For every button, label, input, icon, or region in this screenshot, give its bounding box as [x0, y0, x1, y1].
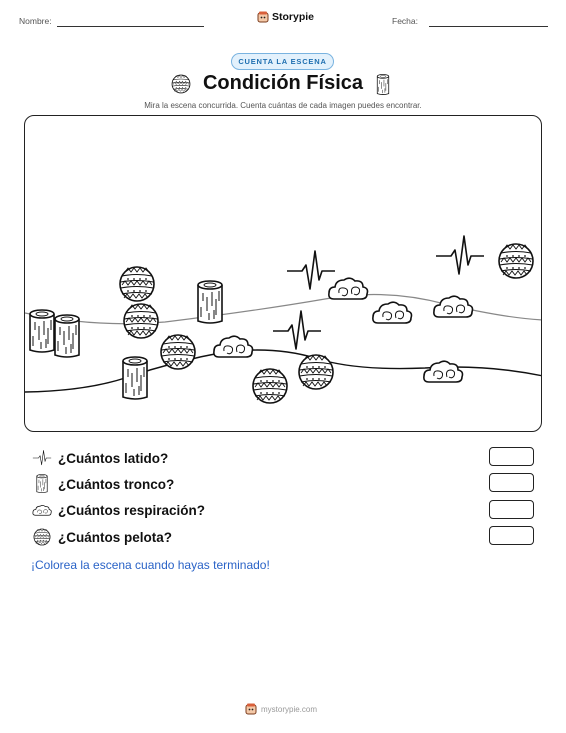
question-ball	[32, 527, 172, 547]
activity-tag: CUENTA LA ESCENA	[231, 53, 334, 70]
heartbeat-item	[273, 311, 321, 349]
question-text: ¿Cuántos respiración?	[58, 502, 206, 518]
cloud-item	[373, 302, 412, 323]
brand-name: Storypie	[272, 11, 315, 23]
cloud-item	[329, 278, 368, 299]
storypie-mascot-icon	[245, 703, 257, 715]
question-cloud	[32, 500, 205, 520]
ball-item	[253, 369, 287, 403]
name-field[interactable]	[57, 26, 204, 27]
log-item	[123, 357, 147, 399]
heartbeat-icon	[32, 450, 52, 466]
ball-item	[161, 335, 195, 369]
heartbeat-item	[436, 236, 484, 274]
answer-box-ball[interactable]	[489, 526, 534, 545]
question-text: ¿Cuántos pelota?	[58, 529, 172, 545]
date-label: Fecha:	[392, 16, 418, 26]
answer-box-cloud[interactable]	[489, 500, 534, 519]
answer-box-heartbeat[interactable]	[489, 447, 534, 466]
cloud-item	[424, 361, 463, 382]
cloud-item	[434, 296, 473, 317]
footer	[245, 703, 317, 715]
question-text: ¿Cuántos latido?	[58, 450, 169, 466]
counting-scene	[24, 115, 542, 432]
page-title: Condición Física	[202, 72, 364, 94]
coloring-instruction: ¡Colorea la escena cuando hayas terminado!	[31, 558, 270, 572]
footer-url: mystorypie.com	[261, 704, 318, 714]
cloud-item	[214, 336, 253, 357]
question-text: ¿Cuántos tronco?	[58, 476, 175, 492]
question-log	[32, 474, 174, 494]
log-icon	[35, 474, 49, 494]
date-field[interactable]	[429, 26, 548, 27]
answer-box-log[interactable]	[489, 473, 534, 492]
brand-logo	[257, 11, 314, 23]
ball-item	[499, 244, 533, 278]
storypie-mascot-icon	[257, 11, 269, 23]
ball-item	[124, 304, 158, 338]
log-item	[198, 281, 222, 323]
ball-item	[299, 355, 333, 389]
question-heartbeat	[32, 448, 168, 468]
ball-item	[120, 267, 154, 301]
ball-icon	[33, 528, 51, 546]
instructions: Mira la escena concurrida. Cuenta cuántas de cada imagen puedes encontrar.	[144, 101, 422, 110]
log-item	[55, 315, 79, 357]
heartbeat-item	[287, 251, 335, 289]
name-label: Nombre:	[19, 16, 52, 26]
cloud-icon	[32, 503, 52, 517]
log-item	[30, 310, 54, 352]
log-icon	[373, 74, 393, 96]
